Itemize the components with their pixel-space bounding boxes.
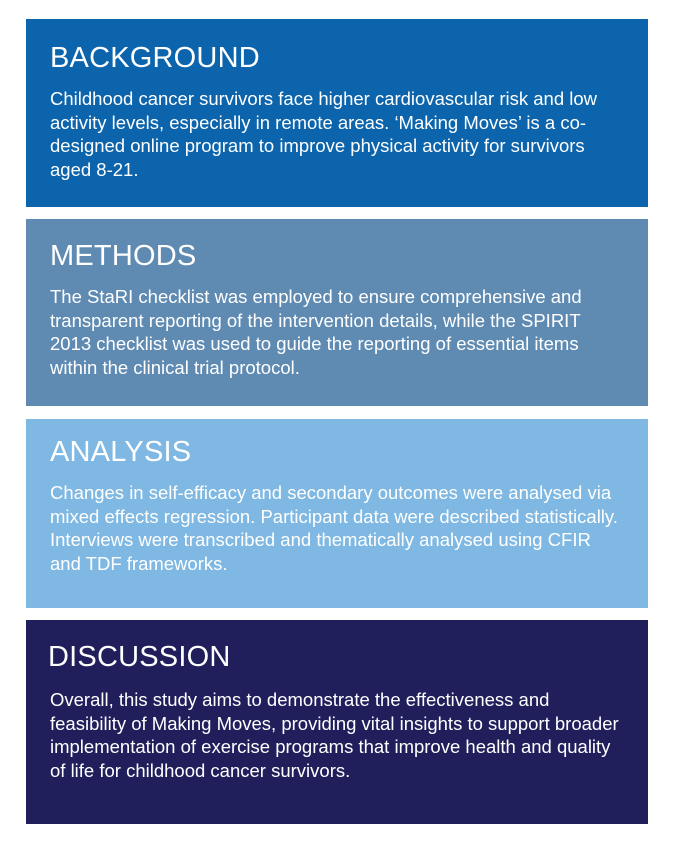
discussion-heading: DISCUSSION bbox=[48, 641, 231, 673]
analysis-section bbox=[26, 419, 648, 608]
methods-text: The StaRI checklist was employed to ensure comprehensive and transparent reporting of the intervention details, while the SPIRIT 2013 checklist was used to guide the reporting of essential items within the clinical trial protocol. bbox=[50, 286, 582, 378]
analysis-text: Changes in self-efficacy and secondary outcomes were analysed via mixed effects regression. Participant data were described statistically. Interviews were transcribed and thematically analysed using CFIR and TDF frameworks. bbox=[50, 482, 618, 574]
analysis-heading: ANALYSIS bbox=[50, 436, 192, 468]
methods-section bbox=[26, 219, 648, 406]
background-heading: BACKGROUND bbox=[50, 42, 260, 74]
methods-heading: METHODS bbox=[50, 240, 197, 272]
discussion-text: Overall, this study aims to demonstrate the effectiveness and feasibility of Making Moves, providing vital insights to support broader implementation of exercise programs that improve health and quality of life for childhood cancer survivors. bbox=[50, 689, 619, 781]
background-text: Childhood cancer survivors face higher cardiovascular risk and low activity levels, especially in remote areas. ‘Making Moves’ is a co-designed online program to improve physical activity for survivors aged 8-21. bbox=[50, 88, 598, 180]
discussion-section bbox=[26, 620, 648, 824]
background-section bbox=[26, 19, 648, 207]
